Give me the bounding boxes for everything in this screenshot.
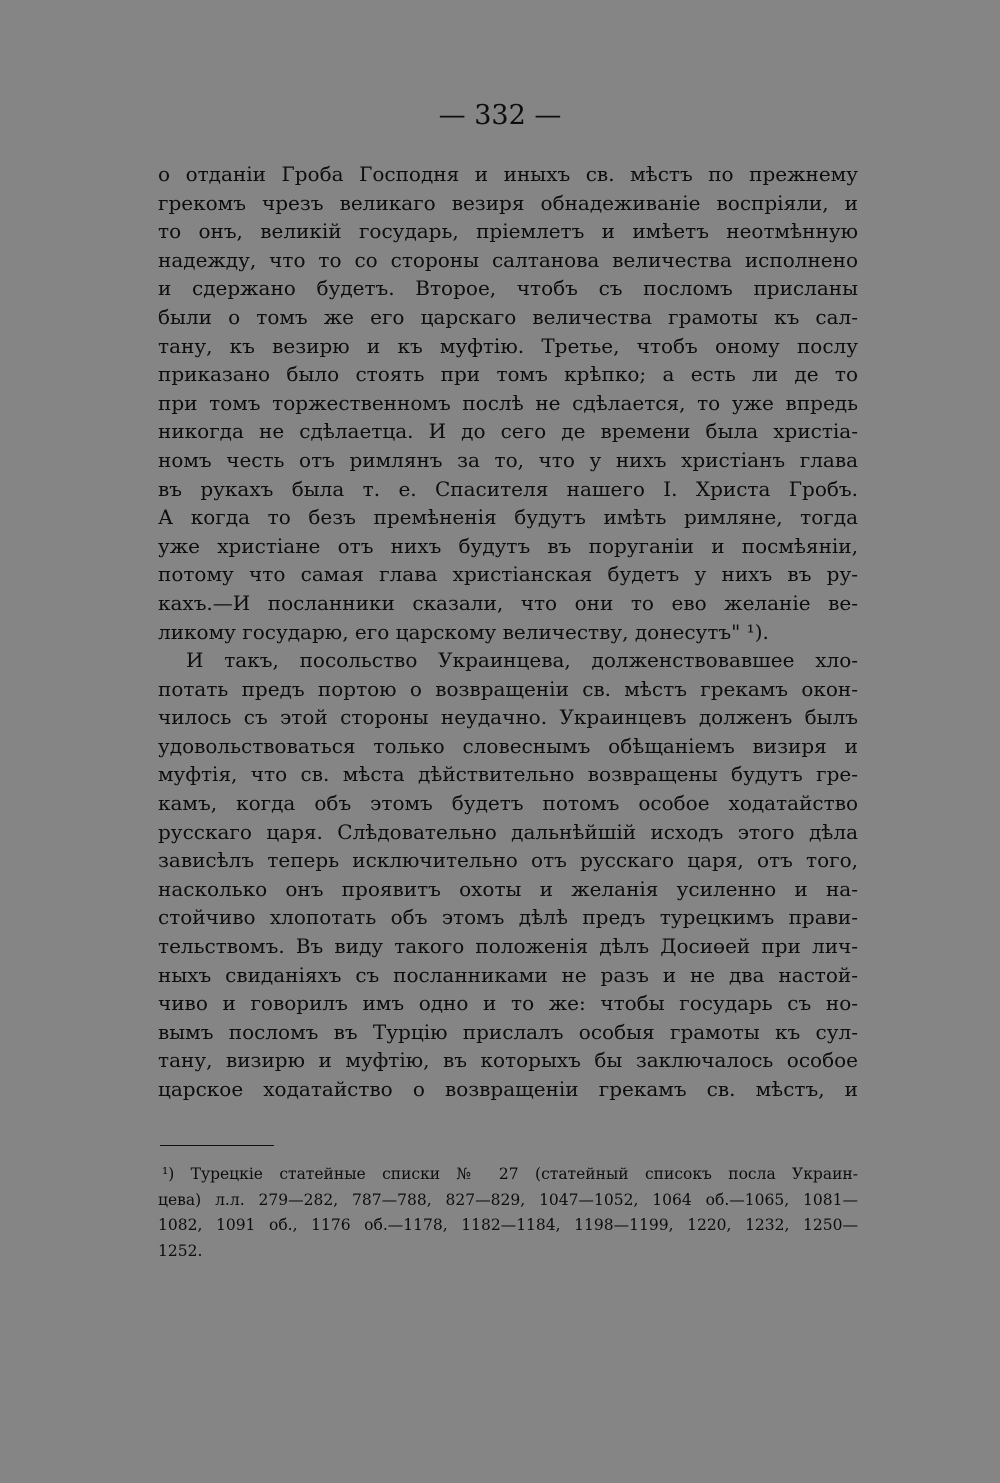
text-line: были о томъ же его царскаго величества грамоты къ сал-: [158, 304, 858, 329]
text-line: при томъ торжественномъ послѣ не сдѣлается, то уже впредь: [158, 390, 858, 415]
text-line: русскаго царя. Слѣдовательно дальнѣйшій исходъ этого дѣла: [158, 819, 858, 844]
text-line: уже христіане отъ нихъ будутъ въ поруганіи и посмѣяніи,: [158, 533, 858, 558]
text-line: стойчиво хлопотать объ этомъ дѣлѣ предъ турецкимъ прави-: [158, 905, 858, 930]
text-line: потому что самая глава христіанская будетъ у нихъ въ ру-: [158, 562, 858, 587]
text-line: потать предъ портою о возвращеніи св. мѣстъ грекамъ окон-: [158, 676, 858, 701]
text-line: зависѣлъ теперь исключительно отъ русскаго царя, отъ того,: [158, 848, 858, 873]
text-line: чиво и говорилъ имъ одно и то же: чтобы государь съ но-: [158, 991, 858, 1016]
footnote-line: ¹) Турецкіе статейные списки № 27 (статейный списокъ посла Украин-: [162, 1165, 858, 1183]
text-line: удовольствоваться только словеснымъ обѣщаніемъ визиря и: [158, 733, 858, 758]
text-line: надежду, что то со стороны салтанова величества исполнено: [158, 247, 858, 272]
text-line: камъ, когда объ этомъ будетъ потомъ особое ходатайство: [158, 791, 858, 816]
text-line: никогда не сдѣлаетца. И до сего де времени была христіа-: [158, 419, 858, 444]
text-line: то онъ, великій государь, пріемлетъ и имѣетъ неотмѣнную: [158, 219, 858, 244]
footnote-line: цева) л.л. 279—282, 787—788, 827—829, 1047—1052, 1064 об.—1065, 1081—: [158, 1190, 858, 1209]
text-line: грекомъ чрезъ великаго везиря обнадеживаніе воспріяли, и: [158, 190, 858, 215]
footnote-divider: [160, 1145, 274, 1146]
text-line: кахъ.—И посланники сказали, что они то ево желаніе ве-: [158, 590, 858, 615]
text-line: насколько онъ проявитъ охоты и желанія усиленно и на-: [158, 876, 858, 901]
footnote: [158, 1162, 858, 1264]
text-line: А когда то безъ премѣненія будутъ имѣть римляне, тогда: [158, 505, 858, 530]
text-line: муфтія, что св. мѣста дѣйствительно возвращены будутъ гре-: [158, 762, 858, 787]
text-line: царское ходатайство о возвращеніи грекамъ св. мѣстъ, и: [158, 1077, 858, 1101]
text-line: о отданіи Гроба Господня и иныхъ св. мѣстъ по прежнему: [158, 162, 858, 186]
text-line: тельствомъ. Въ виду такого положенія дѣлъ Досиөей при лич-: [158, 934, 858, 959]
text-line: и сдержано будетъ. Второе, чтобъ съ посломъ присланы: [158, 276, 858, 301]
text-line: вымъ посломъ въ Турцію прислалъ особыя грамоты къ сул-: [158, 1019, 858, 1044]
text-line: чилось съ этой стороны неудачно. Украинцевъ долженъ былъ: [158, 705, 858, 730]
footnote-line: 1082, 1091 об., 1176 об.—1178, 1182—1184, 1198—1199, 1220, 1232, 1250—: [158, 1216, 858, 1234]
paragraph-end-line: ликому государю, его царскому величеству, донесутъ" ¹).: [158, 619, 769, 644]
page-number: — 332 —: [438, 100, 562, 131]
paragraph-first-line: И такъ, посольство Украинцева, долженствовавшее хло-: [186, 648, 858, 673]
text-line: ныхъ свиданіяхъ съ посланниками не разъ и не два настой-: [158, 962, 858, 987]
text-line: номъ честь отъ римлянъ за то, что у нихъ христіанъ глава: [158, 447, 858, 472]
body-text: [158, 160, 858, 1104]
text-line: приказано было стоять при томъ крѣпко; а есть ли де то: [158, 362, 858, 387]
text-line: въ рукахъ была т. е. Спасителя нашего І. Христа Гробъ.: [158, 476, 858, 501]
text-line: тану, къ везирю и къ муфтію. Третье, чтобъ оному послу: [158, 333, 858, 358]
text-line: тану, визирю и муфтію, въ которыхъ бы заключалось особое: [158, 1048, 858, 1073]
footnote-line: 1252.: [158, 1241, 203, 1260]
